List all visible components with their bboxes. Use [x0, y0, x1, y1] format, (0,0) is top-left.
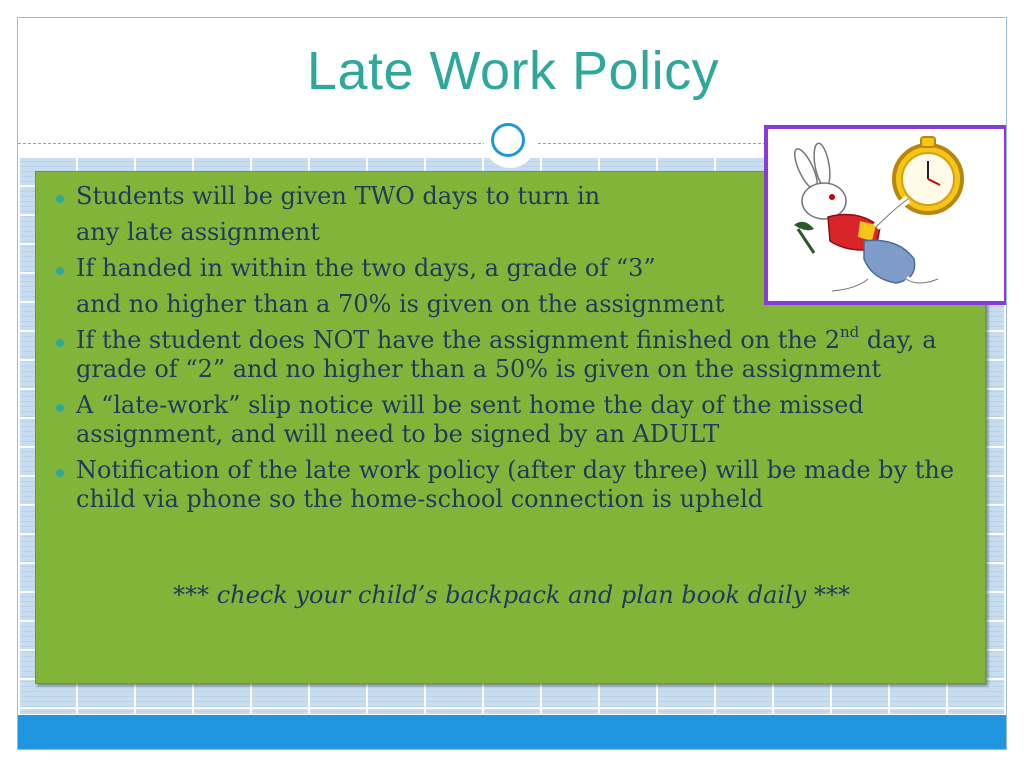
- bullet-continuation: any late assignment: [76, 218, 320, 246]
- note-suffix: ***: [813, 581, 850, 609]
- bottom-bar: [18, 715, 1006, 750]
- bullet-dot-icon: [56, 469, 64, 477]
- ordinal-suffix: nd: [839, 323, 860, 341]
- bullet-dot-icon: [56, 195, 64, 203]
- bullet-dot-icon: [56, 339, 64, 347]
- note-prefix: ***: [173, 581, 210, 609]
- circle-ornament-icon: [484, 116, 536, 168]
- reminder-note: [36, 581, 987, 609]
- bullet-text: If the student does NOT have the assignment finished on the 2: [76, 326, 840, 354]
- bullet-text-continued: day, a grade of “2” and no higher than a 50% is given on the assignment: [76, 326, 937, 383]
- slide-title: Late Work Policy: [306, 41, 720, 101]
- bullet-item: [56, 323, 976, 384]
- slide: [17, 17, 1007, 750]
- bullet-item: [56, 391, 976, 449]
- rabbit-image-frame: [764, 125, 1007, 305]
- bullet-text: Students will be given TWO days to turn in: [76, 182, 601, 210]
- bullet-text: Notification of the late work policy (after day three) will be made by the child via phone so the home-school connection is upheld: [76, 456, 955, 513]
- note-italic-text: check your child’s backpack and plan book daily: [216, 581, 807, 609]
- bullet-text: If handed in within the two days, a grade of “3”: [76, 254, 656, 282]
- bullet-item: [56, 456, 976, 514]
- bullet-text: A “late-work” slip notice will be sent home the day of the missed assignment, and will need to be signed by an ADULT: [76, 391, 864, 448]
- bullet-dot-icon: [56, 404, 64, 412]
- bullet-dot-icon: [56, 267, 64, 275]
- white-rabbit-clock-icon: [768, 129, 1004, 301]
- bullet-continuation: and no higher than a 70% is given on the assignment: [76, 290, 725, 318]
